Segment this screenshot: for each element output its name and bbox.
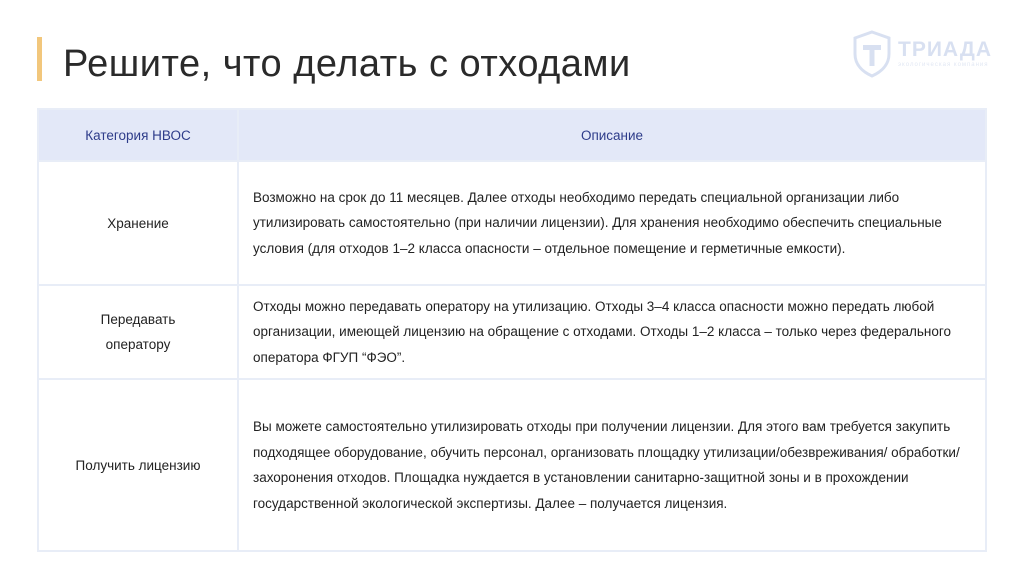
logo-name: ТРИАДА: [898, 38, 992, 61]
title-accent-bar: [37, 37, 42, 81]
category-cell: [38, 161, 238, 285]
table-row: [38, 285, 986, 379]
slide-title: Решите, что делать с отходами: [63, 43, 631, 85]
description-cell: Вы можете самостоятельно утилизировать отходы при получении лицензии. Для этого вам требуется закупить подходящее оборудование, обучить персонал, организовать площадку утилизации/обезвреживания/ обработки/ захоронения отходов. Площадка нуждается в установлении санитарно-защитной зоны и в прохождении государственной экологической экспертизы. Далее – получается лицензия.: [238, 379, 986, 551]
description-cell: Отходы можно передавать оператору на утилизацию. Отходы 3–4 класса опасности можно передать любой организации, имеющей лицензию на обращение с отходами. Отходы 1–2 класса – только через федерального оператора ФГУП “ФЭО”.: [238, 285, 986, 379]
shield-t-icon: [852, 30, 892, 78]
category-label: Хранение: [107, 215, 169, 231]
company-logo: [852, 30, 992, 78]
table-row: [38, 161, 986, 285]
category-cell: [38, 285, 238, 379]
table-row: [38, 379, 986, 551]
category-label: Передавать оператору: [100, 312, 176, 352]
description-cell: Возможно на срок до 11 месяцев. Далее отходы необходимо передать специальной организации либо утилизировать самостоятельно (при наличии лицензии). Для хранения необходимо обеспечить специальные условия (для отходов 1–2 класса опасности – отдельное помещение и герметичные емкости).: [238, 161, 986, 285]
waste-options-table: [37, 108, 987, 552]
header-description: Описание: [238, 109, 986, 161]
header-category: Категория НВОС: [38, 109, 238, 161]
logo-tagline: экологическая компания: [898, 62, 989, 68]
table-header-row: [38, 109, 986, 161]
category-cell: [38, 379, 238, 551]
category-label: Получить лицензию: [75, 457, 201, 473]
